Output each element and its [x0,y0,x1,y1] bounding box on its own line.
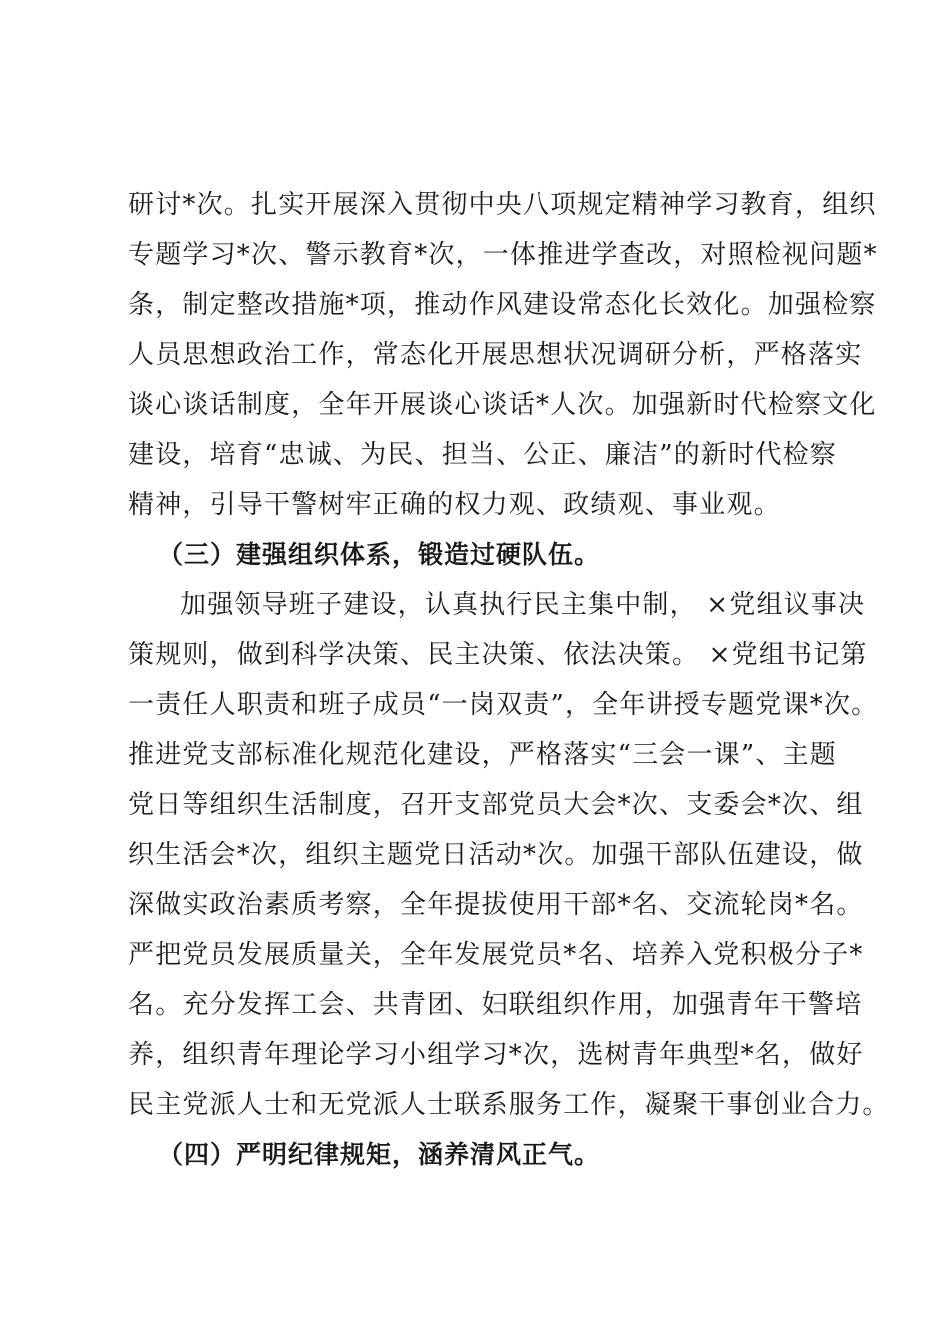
paragraph-1 [128,180,878,530]
text-line: 推进党支部标准化规范化建设，严格落实“三会一课”、主题 [128,740,837,770]
text-line: 深做实政治素质考察，全年提拔使用干部*名、交流轮岗*名。 [128,890,864,920]
section-heading-4: （四）严明纪律规矩，涵养清风正气。 [158,1140,601,1169]
document-body [128,180,890,1180]
text-line: 策规则，做到科学决策、民主决策、依法决策。 ×党组书记第 [128,640,868,670]
text-line: 织生活会*次，组织主题党日活动*次。加强干部队伍建设，做 [128,840,864,870]
text-line: 党日等组织生活制度，召开支部党员大会*次、支委会*次、组 [128,790,864,820]
section-heading-3: （三）建强组织体系，锻造过硬队伍。 [158,540,601,569]
text-line: 严把党员发展质量关，全年发展党员*名、培养入党积极分子* [128,940,864,970]
text-line: 人员思想政治工作，常态化开展思想状况调研分析，严格落实 [128,340,863,370]
text-line: 专题学习*次、警示教育*次，一体推进学查改，对照检视问题* [128,240,878,270]
text-line: 精神，引导干警树牢正确的权力观、政绩观、事业观。 [128,490,781,520]
text-line: 研讨*次。扎实开展深入贯彻中央八项规定精神学习教育，组织 [128,190,877,220]
text-line: 谈心谈话制度，全年开展谈心谈话*人次。加强新时代检察文化 [128,390,877,420]
text-line: 一责任人职责和班子成员“一岗双责”，全年讲授专题党课*次。 [128,690,879,720]
text-line: 加强领导班子建设，认真执行民主集中制， ×党组议事决 [180,590,866,620]
text-line: 名。充分发挥工会、共青团、妇联组织作用，加强青年干警培 [128,990,863,1020]
text-line: 民主党派人士和无党派人士联系服务工作，凝聚干事创业合力。 [128,1090,890,1120]
text-line: 条，制定整改措施*项，推动作风建设常态化长效化。加强检察 [128,290,877,320]
paragraph-2 [128,580,890,1130]
text-line: 建设，培育“忠诚、为民、担当、公正、廉洁”的新时代检察 [128,440,837,470]
text-line: 养，组织青年理论学习小组学习*次，选树青年典型*名，做好 [128,1040,864,1070]
